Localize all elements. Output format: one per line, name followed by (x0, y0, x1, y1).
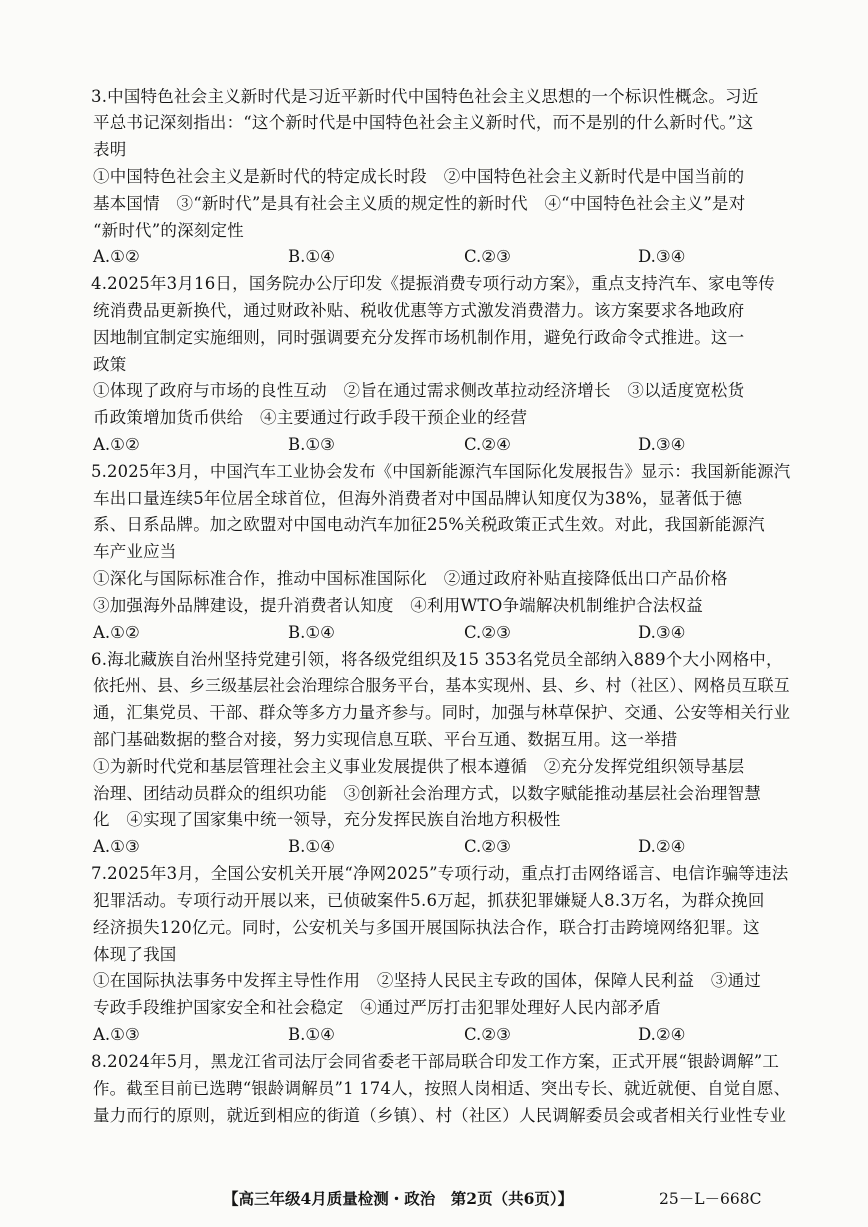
question-7-line-3: 经济损失120亿元。同时，公安机关与多国开展国际执法合作，联合打击跨境网络犯罪。这 (93, 918, 760, 937)
question-7-option-a: A.①③ (93, 1025, 140, 1044)
question-7-option-b: B.①④ (288, 1025, 335, 1044)
question-5-option-d: D.③④ (638, 623, 686, 642)
question-3-option-d: D.③④ (638, 247, 686, 266)
question-5-line-1: 5.2025年3月，中国汽车工业协会发布《中国新能源汽车国际化发展报告》显示：我国新能源汽 (91, 462, 791, 481)
question-4-line-4: 政策 (93, 355, 127, 374)
question-5-line-2: 车出口量连续5年位居全球首位，但海外消费者对中国品牌认知度仅为38%，显著低于德 (93, 489, 743, 508)
question-6-option-a: A.①③ (93, 837, 140, 856)
question-4-line-6: 币政策增加货币供给 ④主要通过行政手段干预企业的经营 (93, 408, 528, 427)
question-4-line-1: 4.2025年3月16日，国务院办公厅印发《提振消费专项行动方案》，重点支持汽车、家电等传 (91, 274, 775, 293)
question-5-line-4: 车产业应当 (93, 542, 177, 561)
question-6-line-3: 通，汇集党员、干部、群众等多方力量齐参与。同时，加强与林草保护、交通、公安等相关行业 (93, 703, 791, 722)
question-6-line-2: 依托州、县、乡三级基层社会治理综合服务平台，基本实现州、县、乡、村（社区）、网格员互联互 (93, 676, 790, 695)
question-4-line-3: 因地制宜制定实施细则，同时强调要充分发挥市场机制作用，避免行政命令式推进。这一 (93, 328, 745, 347)
question-3-option-c: C.②③ (464, 247, 511, 266)
question-4-option-c: C.②④ (464, 435, 511, 454)
page-footer-title: 【高三年级4月质量检测・政治 第2页（共6页）】 (223, 1189, 574, 1208)
question-7-line-5: ①在国际执法事务中发挥主导性作用 ②坚持人民民主专政的国体，保障人民利益 ③通过 (93, 971, 761, 990)
question-5-line-3: 系、日系品牌。加之欧盟对中国电动汽车加征25%关税政策正式生效。对此，我国新能源汽 (93, 515, 765, 534)
question-7-line-1: 7.2025年3月，全国公安机关开展“净网2025”专项行动，重点打击网络谣言、电信诈骗等违法 (91, 864, 789, 883)
question-3-line-6: “新时代”的深刻定性 (93, 221, 244, 240)
question-7-option-c: C.②③ (464, 1025, 511, 1044)
question-4-option-b: B.①③ (288, 435, 335, 454)
question-7-option-d: D.②④ (638, 1025, 686, 1044)
question-3-line-1: 3.中国特色社会主义新时代是习近平新时代中国特色社会主义思想的一个标识性概念。习近 (91, 87, 759, 106)
question-6-line-7: 化 ④实现了国家集中统一领导，充分发挥民族自治地方积极性 (93, 810, 561, 829)
question-3-line-5: 基本国情 ③“新时代”是具有社会主义质的规定性的新时代 ④“中国特色社会主义”是对 (93, 194, 746, 213)
question-3-option-b: B.①④ (288, 247, 335, 266)
question-6-line-1: 6.海北藏族自治州坚持党建引领，将各级党组织及15 353名党员全部纳入889个大小网格中， (91, 650, 783, 669)
question-7-line-6: 专政手段维护国家安全和社会稳定 ④通过严厉打击犯罪处理好人民内部矛盾 (93, 998, 661, 1017)
question-4-option-d: D.③④ (638, 435, 686, 454)
question-5-line-5: ①深化与国际标准合作，推动中国标准国际化 ②通过政府补贴直接降低出口产品价格 (93, 569, 728, 588)
question-5-line-6: ③加强海外品牌建设，提升消费者认知度 ④利用WTO争端解决机制维护合法权益 (93, 596, 703, 615)
question-6-line-6: 治理、团结动员群众的组织功能 ③创新社会治理方式，以数字赋能推动基层社会治理智慧 (93, 784, 761, 803)
question-4-line-2: 统消费品更新换代，通过财政补贴、税收优惠等方式激发消费潜力。该方案要求各地政府 (93, 301, 745, 320)
question-6-line-5: ①为新时代党和基层管理社会主义事业发展提供了根本遵循 ②充分发挥党组织领导基层 (93, 757, 745, 776)
question-6-option-b: B.①④ (288, 837, 335, 856)
question-4-line-5: ①体现了政府与市场的良性互动 ②旨在通过需求侧改革拉动经济增长 ③以适度宽松货 (93, 381, 745, 400)
question-6-option-d: D.②④ (638, 837, 686, 856)
question-3-option-a: A.①② (93, 247, 140, 266)
question-3-line-2: 平总书记深刻指出：“这个新时代是中国特色社会主义新时代，而不是别的什么新时代。”这 (93, 113, 754, 132)
question-4-option-a: A.①② (93, 435, 140, 454)
question-6-line-4: 部门基础数据的整合对接，努力实现信息互联、平台互通、数据互用。这一举措 (93, 730, 678, 749)
question-6-option-c: C.②③ (464, 837, 511, 856)
question-3-line-4: ①中国特色社会主义是新时代的特定成长时段 ②中国特色社会主义新时代是中国当前的 (93, 167, 745, 186)
question-8-line-3: 量力而行的原则，就近到相应的街道（乡镇）、村（社区）人民调解委员会或者相关行业性专业 (93, 1106, 787, 1125)
question-8-line-1: 8.2024年5月，黑龙江省司法厅会同省委老干部局联合印发工作方案，正式开展“银龄调解”工 (91, 1052, 780, 1071)
question-3-line-3: 表明 (93, 140, 127, 159)
question-5-option-b: B.①④ (288, 623, 335, 642)
question-7-line-2: 犯罪活动。专项行动开展以来，已侦破案件5.6万起，抓获犯罪嫌疑人8.3万名，为群众挽回 (93, 891, 765, 910)
page-footer-code: 25－L－668C (659, 1190, 762, 1208)
question-8-line-2: 作。截至目前已选聘“银龄调解员”1 174人，按照人岗相适、突出专长、就近就便、自觉自愿、 (93, 1079, 791, 1098)
question-7-line-4: 体现了我国 (93, 945, 177, 964)
question-5-option-a: A.①② (93, 623, 140, 642)
question-5-option-c: C.②③ (464, 623, 511, 642)
